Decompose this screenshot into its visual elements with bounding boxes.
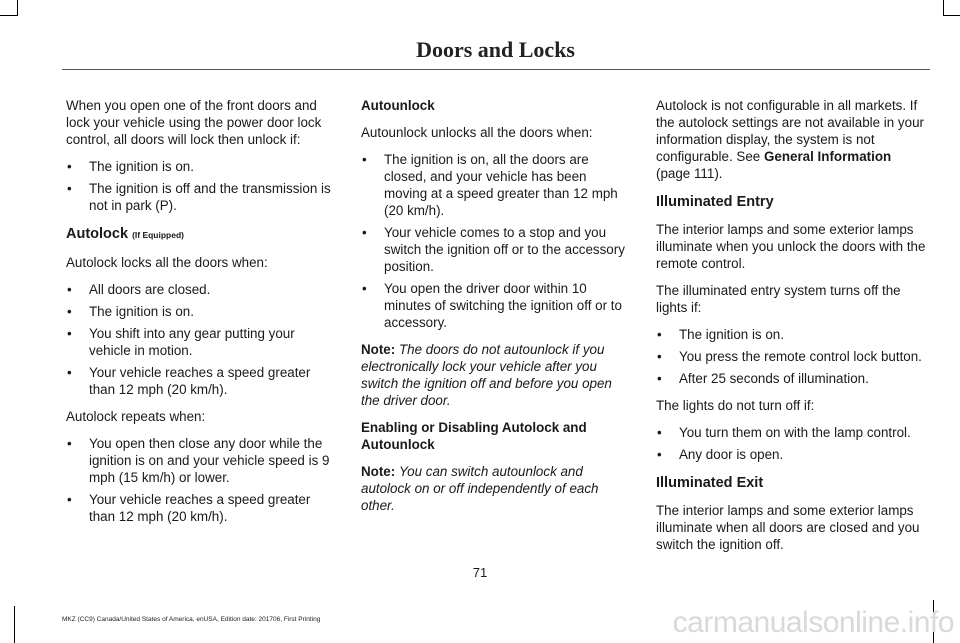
list-item: • You press the remote control lock button. — [656, 348, 928, 365]
cross-reference-link[interactable]: General Information — [763, 149, 892, 164]
crop-mark — [0, 15, 17, 16]
not-off-list — [656, 424, 928, 463]
autolock-intro: Autolock locks all the doors when: — [66, 255, 268, 270]
crop-mark — [14, 606, 15, 643]
autolock-heading: Autolock (If Equipped) — [66, 226, 184, 242]
illuminated-entry-text: The interior lamps and some exterior lamps illuminate when you unlock the doors with the remote control. — [656, 222, 926, 271]
list-item: • Your vehicle comes to a stop and you switch the ignition off or to the accessory position. — [361, 224, 633, 275]
list-item: • You open then close any door while the ignition is on and your vehicle speed is 9 mph (15 km/h) or lower. — [66, 435, 338, 486]
column-1 — [66, 97, 338, 535]
crop-mark — [943, 0, 944, 16]
illuminated-exit-text: The interior lamps and some exterior lamps illuminate when all doors are closed and you switch the ignition off. — [656, 503, 920, 552]
illuminated-exit-heading: Illuminated Exit — [656, 475, 764, 491]
if-equipped-qualifier: (If Equipped) — [132, 230, 184, 240]
list-item: • After 25 seconds of illumination. — [656, 370, 928, 387]
repeats-list — [66, 435, 338, 525]
list-item: • The ignition is on. — [66, 158, 338, 175]
list-item: • You shift into any gear putting your vehicle in motion. — [66, 325, 338, 359]
crop-mark — [17, 0, 18, 16]
list-item: • You open the driver door within 10 minutes of switching the ignition off or to accessory. — [361, 280, 633, 331]
list-item: • The ignition is off and the transmission is not in park (P). — [66, 180, 338, 214]
column-2 — [361, 97, 633, 524]
repeats-intro: Autolock repeats when: — [66, 409, 206, 424]
autolock-list — [66, 281, 338, 398]
list-item: • All doors are closed. — [66, 281, 338, 298]
illuminated-off-list — [656, 326, 928, 387]
list-item: • The ignition is on. — [66, 303, 338, 320]
list-item: • The ignition is on. — [656, 326, 928, 343]
configurable-text: Autolock is not configurable in all markets. If the autolock settings are not available in your information display, the system is not configurable. See General Information (page 111). — [656, 98, 924, 181]
header-rule — [62, 69, 930, 70]
note-independent: Note: You can switch autounlock and autolock on or off independently of each other. — [361, 464, 599, 513]
column-3 — [656, 97, 928, 563]
edition-footer: MKZ (CC9) Canada/United States of America, enUSA, Edition date: 201706, First Printing — [62, 616, 321, 623]
autounlock-heading: Autounlock — [361, 98, 435, 113]
list-item: • The ignition is on, all the doors are closed, and your vehicle has been moving at a speed greater than 12 mph (20 km/h). — [361, 151, 633, 219]
list-item: • Your vehicle reaches a speed greater than 12 mph (20 km/h). — [66, 364, 338, 398]
list-item: • Any door is open. — [656, 446, 928, 463]
intro-text: When you open one of the front doors and lock your vehicle using the power door lock control, all doors will lock then unlock if: — [66, 98, 322, 147]
intro-list — [66, 158, 338, 214]
list-item: • You turn them on with the lamp control. — [656, 424, 928, 441]
list-item: • Your vehicle reaches a speed greater than 12 mph (20 km/h). — [66, 491, 338, 525]
autounlock-list — [361, 151, 633, 331]
page-title: Doors and Locks — [416, 37, 575, 62]
note-autounlock: Note: The doors do not autounlock if you electronically lock your vehicle after you switch the ignition off and before you open the driver door. — [361, 342, 612, 408]
crop-mark — [943, 15, 960, 16]
not-off-intro: The lights do not turn off if: — [656, 398, 815, 413]
illuminated-entry-heading: Illuminated Entry — [656, 194, 774, 210]
watermark: carmanualsonline.info — [672, 606, 954, 639]
enable-disable-heading: Enabling or Disabling Autolock and Autounlock — [361, 420, 587, 452]
illuminated-off-intro: The illuminated entry system turns off the lights if: — [656, 283, 901, 315]
page-number: 71 — [472, 565, 488, 580]
autounlock-intro: Autounlock unlocks all the doors when: — [361, 125, 593, 140]
